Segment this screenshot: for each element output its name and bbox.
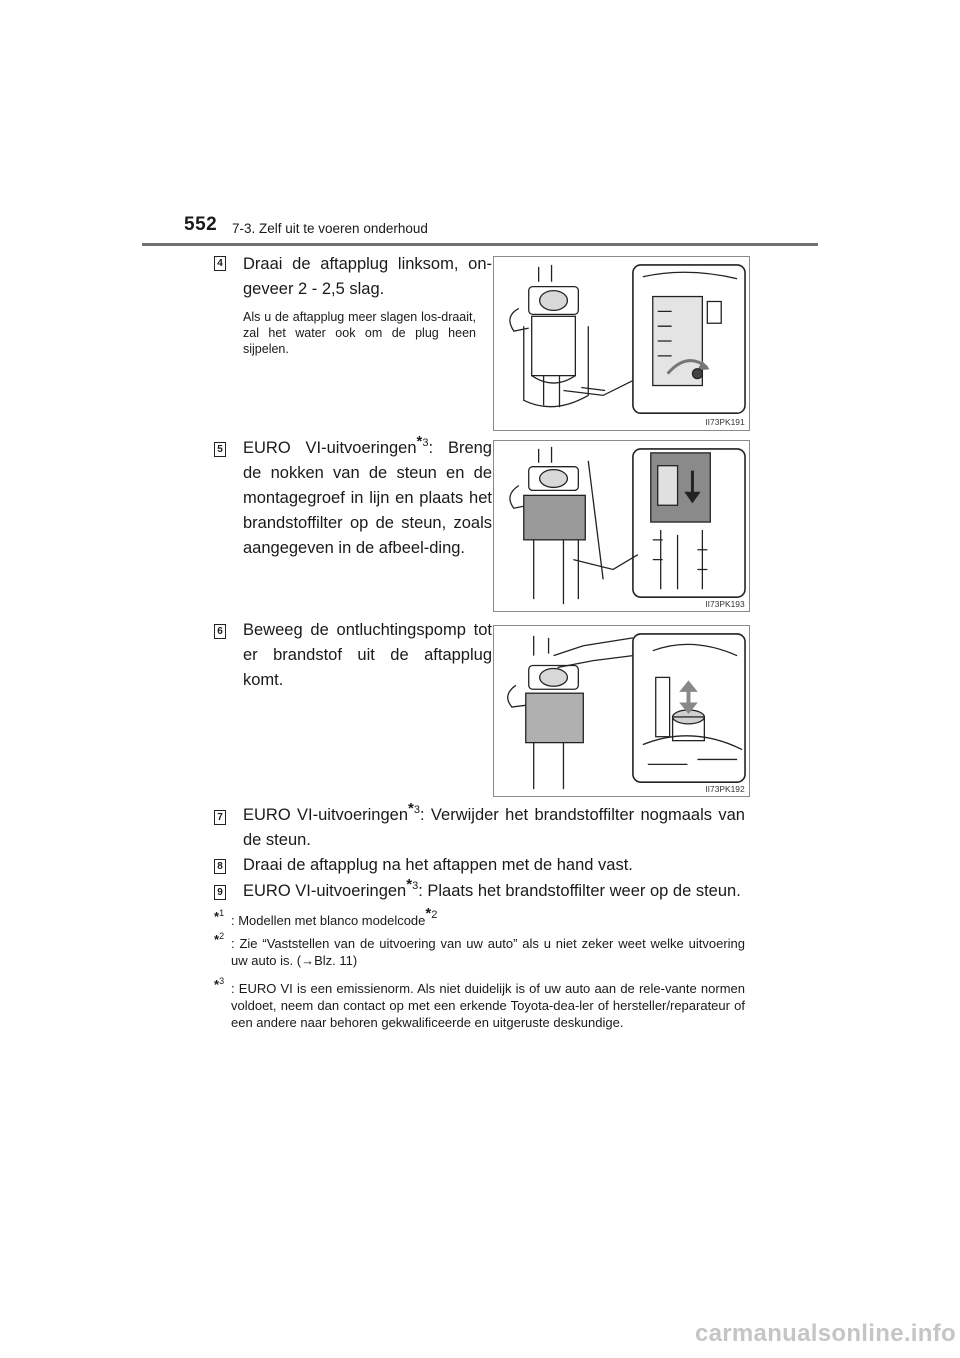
figure-code: II73PK193: [705, 599, 745, 610]
figure-filter-bracket: [493, 440, 750, 612]
footnote-star: *: [406, 876, 413, 893]
step-prefix: EURO VI-uitvoeringen: [243, 806, 409, 824]
step-number-badge: 5: [214, 442, 226, 457]
step-number-badge: 4: [214, 256, 226, 271]
watermark: carmanualsonline.info: [694, 1320, 956, 1347]
figure-code: II73PK191: [705, 417, 745, 428]
footnote-ref: 2: [431, 909, 438, 921]
step-body: : Breng de nokken van de steun en de montagegroef in lijn en plaats het brandstoffilter op de steun, zoals aangegeven in de afbeel-ding.: [243, 439, 492, 557]
priming-pump-illustration-icon: [494, 626, 749, 796]
footnote-ref: 3: [422, 437, 429, 449]
step-number-badge: 6: [214, 624, 226, 639]
step-text: Draai de aftapplug linksom, on-geveer 2 - 2,5 slag.: [243, 255, 492, 298]
footnote-mark: *$^1$: [214, 908, 225, 924]
footnote: [214, 931, 745, 969]
footnote-mark: *$^3$: [214, 976, 225, 992]
footnote: [214, 905, 745, 929]
step-number-badge: 8: [214, 859, 226, 874]
footnote-star: *: [416, 433, 423, 450]
footnote-text: : Zie “Vaststellen van de uitvoering van uw auto” als u niet zeker weet welke uitvoering uw auto is. (→Blz. 11): [231, 936, 745, 968]
figure-code: II73PK192: [705, 784, 745, 795]
figure-drain-plug: [493, 256, 750, 431]
figure-priming-pump: [493, 625, 750, 797]
step-body: : Verwijder het brandstoffilter nogmaals van de steun.: [243, 806, 745, 849]
step-prefix: EURO VI-uitvoeringen: [243, 882, 407, 900]
step-body: : Plaats het brandstoffilter weer op de steun.: [418, 882, 741, 900]
footnote-mark: *$^2$: [214, 931, 225, 947]
drain-plug-turn-illustration-icon: [494, 257, 749, 430]
header-divider: [142, 243, 818, 246]
step-text: [243, 800, 745, 853]
section-title: 7-3. Zelf uit te voeren onderhoud: [232, 221, 428, 236]
filter-bracket-align-illustration-icon: [494, 441, 749, 611]
footnote-text: : EURO VI is een emissienorm. Als niet duidelijk is of uw auto aan de rele-vante normen voldoet, neem dan contact op met een erkende Toyota-dea-ler of hersteller/reparateur of een andere naar behoren gekwalificeerde en uitgeruste deskundige.: [231, 981, 745, 1030]
step-text: [243, 876, 745, 904]
step-text: Beweeg de ontluchtingspomp tot er brandstof uit de aftapplug komt.: [243, 621, 492, 689]
footnote: [214, 976, 745, 1031]
footnote-star: *: [425, 905, 432, 922]
footnote-text: : Modellen met blanco modelcode: [231, 913, 426, 928]
step-number-badge: 9: [214, 885, 226, 900]
step-text: [243, 433, 492, 561]
page-number: 552: [184, 214, 218, 235]
footnote-ref: 3: [413, 804, 420, 816]
step-prefix: EURO VI-uitvoeringen: [243, 439, 417, 457]
step-number-badge: 7: [214, 810, 226, 825]
step-note: Als u de aftapplug meer slagen los-draait, zal het water ook om de plug heen sijpelen.: [243, 310, 476, 356]
footnote-ref: 3: [412, 880, 419, 892]
step-text: Draai de aftapplug na het aftappen met de hand vast.: [243, 856, 633, 874]
footnote-star: *: [408, 800, 414, 817]
